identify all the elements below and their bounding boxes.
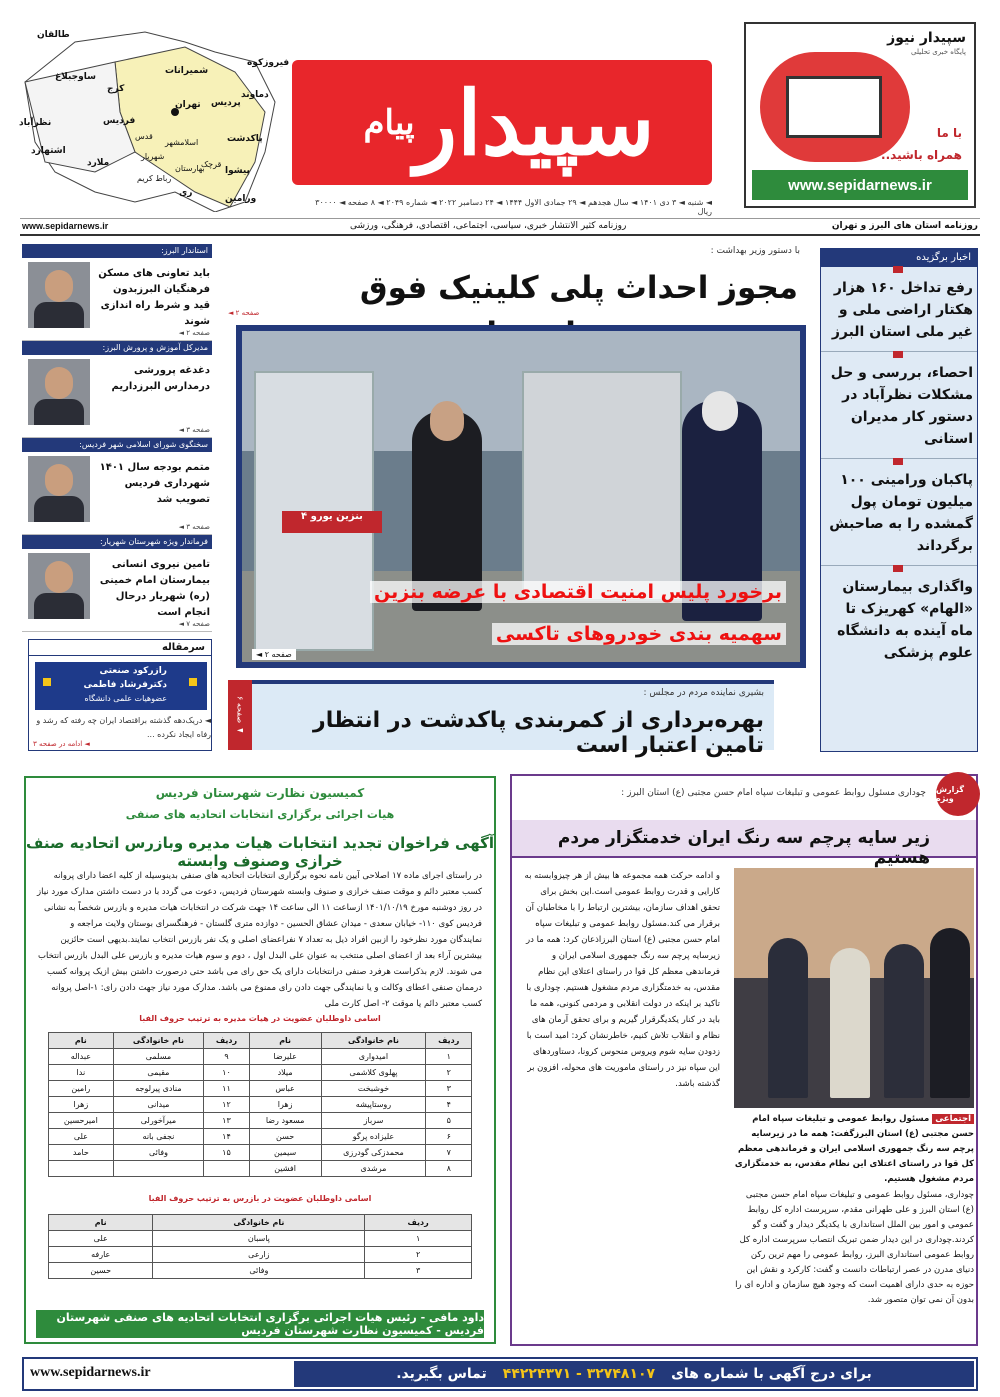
table-cell: زارعی bbox=[153, 1247, 365, 1263]
brief-header: استاندار البرز: bbox=[22, 244, 212, 258]
table-cell: ۹ bbox=[204, 1049, 250, 1065]
table-cell: زهرا bbox=[49, 1097, 114, 1113]
editorial-page: ◄ ادامه در صفحه ۳ bbox=[33, 740, 90, 748]
column-header: نام bbox=[49, 1033, 114, 1049]
brief-header: فرماندار ویژه شهرستان شهریار: bbox=[22, 535, 212, 549]
photo-caption[interactable]: برخورد پلیس امنیت اقتصادی با عرضه بنزین bbox=[370, 581, 786, 603]
tagline: روزنامه استان های البرز و تهران bbox=[831, 221, 978, 231]
editorial-box[interactable] bbox=[28, 639, 212, 751]
table-cell: سیمین bbox=[249, 1145, 321, 1161]
table-cell: پهلوی کلاشمی bbox=[321, 1065, 426, 1081]
footer-phones: ۳۲۷۴۸۱۰۷ - ۴۴۲۲۴۳۷۱ bbox=[502, 1366, 656, 1382]
map-label: رباط کریم bbox=[137, 174, 172, 183]
table-row bbox=[49, 1145, 472, 1161]
table-cell: ۱۰ bbox=[204, 1065, 250, 1081]
ad-contact bbox=[294, 1361, 974, 1387]
table-cell: مسلمی bbox=[113, 1049, 203, 1065]
bullet-icon bbox=[893, 458, 903, 465]
special-report bbox=[510, 774, 978, 1346]
map-label: فردیس bbox=[103, 116, 136, 126]
person-face bbox=[430, 401, 464, 441]
table-title: اسامی داوطلبان عضویت در هیات مدیره به ترتیب حروف الفبا bbox=[139, 1014, 381, 1023]
portrait-photo bbox=[28, 456, 90, 522]
map-label: تهران bbox=[175, 100, 201, 110]
table-cell: امیرحسین bbox=[49, 1113, 114, 1129]
table-row bbox=[49, 1081, 472, 1097]
table-row bbox=[49, 1161, 472, 1177]
table-cell: رامین bbox=[49, 1081, 114, 1097]
notice-heading: کمیسیون نظارت شهرستان فردیس bbox=[155, 786, 365, 800]
table-cell: ۱۴ bbox=[204, 1129, 250, 1145]
dateline: ◄ شنبه ◄ ۳ دی ۱۴۰۱ ◄ سال هجدهم ◄ ۲۹ جمادی الاول ۱۴۴۴ ◄ ۲۴ دسامبر ۲۰۲۲ ◄ شماره ۲۰۴۹ ◄ ۸ صفحه ◄ ۳۰۰۰۰ ریال bbox=[315, 198, 712, 216]
editorial-author-role: عضوهیات علمی دانشگاه bbox=[84, 694, 167, 703]
table-cell: زهرا bbox=[249, 1097, 321, 1113]
photo-page-ref: ◄ صفحه ۲ bbox=[252, 649, 296, 660]
site-url[interactable]: www.sepidarnews.ir bbox=[22, 221, 109, 231]
featured-title[interactable]: واگذاری بیمارستان «الهام» کهریزک تا ماه آینده به دانشگاه علوم پزشکی bbox=[837, 579, 973, 661]
person-face bbox=[702, 391, 738, 431]
table-cell: میرآخورلی bbox=[113, 1113, 203, 1129]
column-header: نام خانوادگی bbox=[113, 1033, 203, 1049]
second-headline[interactable]: بهره‌برداری از کمربندی پاکدشت در انتظار تامین اعتبار است bbox=[313, 708, 764, 758]
table-cell: میدانی bbox=[113, 1097, 203, 1113]
map-label: شمیرانات bbox=[165, 66, 209, 76]
editorial-banner bbox=[35, 662, 207, 710]
report-headline[interactable]: زیر سایه پرچم سه رنگ ایران خدمتگزار مردم هستیم bbox=[512, 820, 976, 858]
logo-text: سپیدار bbox=[414, 70, 655, 175]
editorial-title[interactable]: رازرکود صنعتی bbox=[99, 666, 167, 676]
notice-body: در راستای اجرای ماده ۱۷ اصلاحی آیین نامه نحوه برگزاری انتخابات اتحادیه های صنفی بدینوسیله از کلیه اعضا دارای پروانه کسب معتبر دائم و موقت صنف خرازی و صنوف وابسته شهرستان فردیس، دعوت می گردد با در دست داشتن مدارک مورد نیاز در روز دوشنبه مورخ ۱۴۰۱/۱۰/۱۹ ازساعت ۱۱ الی ساعت ۱۴ جهت شرکت در انتخابات هیات مدیره و بازرس شخصاً به نشانی فردیس کوی ۱۱۰- خیابان سعدی - میدان عشاق الحسین - دوازده متری گلستان - فرهنگسرای بوستان ولایت مراجعه و نمایندگان مورد نظرخود را ازبین افراد ذیل به تعداد ۷ نفراعضای اصلی و یک نفر بازرس انتخاب نمایند.بدیهی است حائزین بیشترین آراء بعد از اعضای اصلی منتخب به عنوان علی البدل اول ، دوم و سوم هیات مدیره و بازرس علی البدل بازرس انتخاب می شوند. لازم بذکراست هرفرد صنفی درانتخابات دارای یک حق رای می باشد حتی درصورت داشتن بیش ازیک پروانه کسب درممان صنفی اعطای وکالت و یا نمایندگی جهت دادن رای ممنوع می باشد. مدارک مورد نیاز جهت دادن رای: ۱-اصل پروانه کسب معتبر دائم یا موقت ۲- اصل کارت ملی bbox=[37, 871, 482, 1009]
map-graphic bbox=[15, 22, 285, 212]
table-cell: پاسبان bbox=[153, 1231, 365, 1247]
table-cell: وفائی bbox=[153, 1263, 365, 1279]
bullet-icon bbox=[893, 565, 903, 572]
ad-line2: همراه باشید.. bbox=[881, 148, 962, 162]
map-label: پیشوا bbox=[225, 166, 250, 176]
table-cell: ۲ bbox=[365, 1247, 472, 1263]
table-cell: حسن bbox=[249, 1129, 321, 1145]
person bbox=[930, 928, 970, 1098]
table-cell: وفائی bbox=[113, 1145, 203, 1161]
table-cell: ۶ bbox=[426, 1129, 472, 1145]
report-column: و ادامه حرکت همه مجموعه ها بیش از هر چیزوابسته به کارایی و قدرت روابط عمومی است.این بخش برای تحقق اهداف سازمان، بیشترین ارتباط را با مخاطبان آن برقرار می کند.مسئول روابط عمومی و تبلیغات سپاه امام حسن مجتبی (ع) استان البرزاذعان کرد: همه ما در زیرسایه پرچم سه رنگ جمهوری اسلامی ایران و فرماندهی معظم کل قوا در راستای اعتلای این نظام مقدس، به خدمتگزاری مردم مشغول هستیم. چوداری با تاکید بر اینکه در دولت انقلابی و مردمی کنونی، همه ما باید در کنار یکدیگرقرار گیریم و برای تحقق آرمان های نظام و انقلاب تلاش کنیم، خاطرنشان کرد: امید است با زدودن سایه شوم ویروس منحوس کرونا، دستاوردهای این سپاه نیز در راستای ماموریت های محوله، افزون بر گذشته باشد. bbox=[524, 871, 720, 1089]
logo-prefix: پیام bbox=[363, 102, 415, 143]
brief-header: مدیرکل آموزش و پرورش البرز: bbox=[22, 341, 212, 355]
table-title: اسامی داوطلبان عضویت در بازرس به ترتیب حروف الفبا bbox=[148, 1194, 372, 1203]
table-cell: علی bbox=[49, 1129, 114, 1145]
bullet-icon bbox=[893, 351, 903, 358]
column-header: ردیف bbox=[204, 1033, 250, 1049]
brief-title[interactable]: تامین نیروی انسانی بیمارستان امام خمینی (ره) شهریار درحال انجام است bbox=[99, 559, 210, 618]
map-label: قرچک bbox=[201, 160, 222, 169]
table-cell: ۵ bbox=[426, 1113, 472, 1129]
notice-footer: داود مافی - رئیس هیات اجرائی برگزاری انتخابات اتحادیه های صنفی شهرستان فردیس - کمیسیون نظارت شهرستان فردیس bbox=[36, 1310, 484, 1338]
laptop-icon bbox=[786, 76, 882, 138]
person bbox=[884, 944, 924, 1098]
table-cell bbox=[204, 1161, 250, 1177]
table-row bbox=[49, 1049, 472, 1065]
table-cell: ۱ bbox=[426, 1049, 472, 1065]
featured-item[interactable] bbox=[821, 566, 977, 672]
quote-icon bbox=[189, 678, 197, 686]
map-label: طالقان bbox=[37, 30, 70, 40]
brief-title[interactable]: متمم بودجه سال ۱۴۰۱ شهرداری فردیس تصویب شد bbox=[99, 462, 210, 505]
caption-text: مسئول روابط عمومی و تبلیغات سپاه امام حسن مجتبی (ع) استان البرزگفت: همه ما در زیرسایه پرچم سه رنگ جمهوری اسلامی ایران و فرماندهی معظم کل قوا در راستای اعتلای این نظام مقدس، به خدمتگزاری مردم مشغول هستیم. bbox=[734, 1114, 974, 1184]
map-label: دماوند bbox=[241, 90, 269, 100]
brief-page: صفحه ۷ ◄ bbox=[178, 620, 210, 628]
portrait-photo bbox=[28, 553, 90, 619]
map-label: اسلامشهر bbox=[165, 138, 199, 147]
ad-subtitle: پایگاه خبری تحلیلی bbox=[911, 48, 966, 56]
table-cell: عبداله bbox=[49, 1049, 114, 1065]
table-row bbox=[49, 1231, 472, 1247]
map-label: بهارستان bbox=[175, 164, 205, 173]
table-cell: مرشدی bbox=[321, 1161, 426, 1177]
featured-item[interactable] bbox=[821, 267, 977, 352]
brief-title[interactable]: باید تعاونی های مسکن فرهنگیان البرزبدون قید و شرط راه اندازی شوند bbox=[98, 268, 210, 327]
table-cell: عباس bbox=[249, 1081, 321, 1097]
table-row bbox=[49, 1247, 472, 1263]
table-cell: علی bbox=[49, 1231, 153, 1247]
table-row bbox=[49, 1065, 472, 1081]
map-label: پاکدشت bbox=[227, 134, 263, 144]
website-ad[interactable] bbox=[744, 22, 976, 208]
column-header: نام خانوادگی bbox=[321, 1033, 426, 1049]
table-cell: ۱۱ bbox=[204, 1081, 250, 1097]
column-header: ردیف bbox=[365, 1215, 472, 1231]
main-headline[interactable]: مجوز احداث پلی کلینیک فوق bbox=[359, 270, 798, 306]
brief-page: صفحه ۲ ◄ bbox=[178, 329, 210, 337]
table-cell: علیرضا bbox=[249, 1049, 321, 1065]
table-header-row bbox=[49, 1033, 472, 1049]
table-cell: امیدواری bbox=[321, 1049, 426, 1065]
table-row bbox=[49, 1097, 472, 1113]
table-cell: ۲ bbox=[426, 1065, 472, 1081]
map-label: ملارد bbox=[87, 158, 110, 168]
footer-text2: تماس بگیرید. bbox=[396, 1366, 487, 1382]
ad-url-link[interactable]: www.sepidarnews.ir bbox=[752, 170, 968, 200]
quote-icon bbox=[43, 678, 51, 686]
table-cell: حامد bbox=[49, 1145, 114, 1161]
column-header: ردیف bbox=[426, 1033, 472, 1049]
map-label: فیروزکوه bbox=[247, 58, 290, 68]
caption-tag: اجتماعی bbox=[932, 1114, 974, 1124]
pump-label: بنزین یورو ۴ bbox=[282, 511, 382, 533]
column-header: نام خانوادگی bbox=[153, 1215, 365, 1231]
report-kicker: چوداری مسئول روابط عمومی و تبلیغات سپاه امام حسن مجتبی (ع) استان البرز : bbox=[621, 788, 926, 798]
ad-title: سپیدار نیوز bbox=[887, 30, 966, 46]
featured-title[interactable]: رفع تداخل ۱۶۰ هزار هکتار اراضی ملی و غیر ملی استان البرز bbox=[831, 280, 973, 340]
table-cell: مسعود رضا bbox=[249, 1113, 321, 1129]
table-cell: مقیمی bbox=[113, 1065, 203, 1081]
province-map bbox=[15, 22, 290, 212]
table-cell: ۱ bbox=[365, 1231, 472, 1247]
person bbox=[768, 938, 808, 1098]
election-notice bbox=[24, 776, 496, 1344]
map-label: ری bbox=[179, 188, 193, 198]
table-cell: میلاد bbox=[249, 1065, 321, 1081]
table-cell: حسین bbox=[49, 1263, 153, 1279]
map-label: کرج bbox=[107, 84, 125, 94]
license-text: روزنامه کثیر الانتشار خبری، سیاسی، اجتماعی، اقتصادی، فرهنگی، ورزشی bbox=[350, 221, 627, 231]
brief-header: سخنگوی شورای اسلامی شهر فردیس: bbox=[22, 438, 212, 452]
table-row bbox=[49, 1113, 472, 1129]
map-label: قدس bbox=[135, 132, 153, 141]
table-row bbox=[49, 1129, 472, 1145]
inspector-candidates-table bbox=[48, 1214, 472, 1279]
table-cell: منادی پیرلوجه bbox=[113, 1081, 203, 1097]
table-header-row bbox=[49, 1215, 472, 1231]
special-report-badge: گزارش ویژه bbox=[936, 772, 980, 816]
main-page-ref: ◄ صفحه ۲ bbox=[228, 309, 260, 317]
featured-item[interactable] bbox=[821, 459, 977, 566]
table-cell: ۳ bbox=[365, 1263, 472, 1279]
table-cell: ۸ bbox=[426, 1161, 472, 1177]
footer-url[interactable]: www.sepidarnews.ir bbox=[30, 1365, 151, 1380]
map-label: ساوجبلاغ bbox=[55, 72, 96, 82]
portrait-photo bbox=[28, 359, 90, 425]
table-cell: ۱۲ bbox=[204, 1097, 250, 1113]
table-cell: خوشبخت bbox=[321, 1081, 426, 1097]
table-cell: ۱۳ bbox=[204, 1113, 250, 1129]
report-photo bbox=[734, 868, 974, 1108]
top-info-bar bbox=[20, 218, 980, 236]
second-kicker: بشیری نماینده مردم در مجلس : bbox=[643, 688, 764, 698]
board-candidates-table bbox=[48, 1032, 472, 1177]
featured-title[interactable]: پاکبان ورامینی ۱۰۰ میلیون تومان پول گمشده را به صاحبش برگرداند bbox=[829, 472, 973, 554]
table-cell: روستاپیشه bbox=[321, 1097, 426, 1113]
table-cell: ۴ bbox=[426, 1097, 472, 1113]
featured-title[interactable]: احصاء، بررسی و حل مشکلات نظرآباد در دستور کار مدیران استانی bbox=[830, 365, 973, 447]
map-label: پردیس bbox=[211, 98, 241, 108]
news-briefs bbox=[22, 244, 212, 632]
table-row bbox=[49, 1263, 472, 1279]
photo-caption[interactable]: سهمیه بندی خودروهای تاکسی bbox=[492, 623, 786, 645]
fuel-pump bbox=[522, 371, 682, 601]
column-header: نام bbox=[249, 1033, 321, 1049]
table-cell: محمدزکی گودرزی bbox=[321, 1145, 426, 1161]
map-label: نظرآباد bbox=[19, 118, 52, 128]
table-cell bbox=[49, 1161, 114, 1177]
main-photo[interactable] bbox=[236, 325, 806, 668]
table-cell: ۳ bbox=[426, 1081, 472, 1097]
report-column: چوداری، مسئول روابط عمومی و تبلیغات سپاه امام حسن مجتبی (ع) استان البرز و علی طهرانی مقدم، سرپرست اداره کل روابط عمومی و امور بین الملل استانداری با یکدیگر دیدار و گفت و گو کردند.چوداری در این دیدار ضمن تبریک انتصاب سرپرست اداره کل روابط عمومی استانداری البرز، روابط عمومی را مهم ترین رکن دنیای مدرن در عصر ارتباطات دانست و گفت: کارکرد و نقش این حوزه به حدی دارای اهمیت است که وجود هیچ سازمان و اداره ای را بدون آن نمی توان متصور شد. bbox=[735, 1190, 974, 1305]
table-cell: عارفه bbox=[49, 1247, 153, 1263]
brief-item[interactable] bbox=[22, 438, 212, 535]
table-cell: نجفی بانه bbox=[113, 1129, 203, 1145]
map-label: اشتهارد bbox=[31, 146, 66, 156]
brief-item[interactable] bbox=[22, 341, 212, 438]
editorial-text: ◄ دریک‌دهه گذشته براقتصاد ایران چه رفته که رشد و رفاه ایجاد نکرده ... bbox=[36, 716, 211, 739]
map-label: شهریار bbox=[141, 152, 165, 161]
table-cell: ۷ bbox=[426, 1145, 472, 1161]
table-cell bbox=[113, 1161, 203, 1177]
person bbox=[830, 948, 870, 1098]
main-kicker: با دستور وزیر بهداشت : bbox=[710, 246, 800, 256]
notice-title: آگهی فراخوان تجدید انتخابات هیات مدیره وبازرس اتحادیه صنف خرازی وصنوف وابسته bbox=[26, 834, 494, 870]
editorial-header: سرمقاله bbox=[29, 640, 211, 656]
bullet-icon bbox=[893, 266, 903, 273]
brief-page: صفحه ۳ ◄ bbox=[178, 523, 210, 531]
column-header: نام bbox=[49, 1215, 153, 1231]
report-photo-caption bbox=[734, 1112, 974, 1187]
brief-item[interactable] bbox=[22, 244, 212, 341]
brief-item[interactable] bbox=[22, 535, 212, 632]
ad-line1: با ما bbox=[936, 126, 962, 140]
map-label: ورامین bbox=[225, 194, 257, 204]
notice-subheading: هیات اجرائی برگزاری انتخابات اتحادیه های صنفی bbox=[125, 808, 395, 821]
editorial-author: دکترفرشاد فاطمی bbox=[83, 680, 167, 690]
table-cell: ۱۵ bbox=[204, 1145, 250, 1161]
footer-bar bbox=[22, 1357, 978, 1391]
brief-title[interactable]: دغدغه پرورشی درمدارس البرزداریم bbox=[111, 365, 210, 392]
masthead-logo bbox=[292, 60, 712, 185]
table-cell: ندا bbox=[49, 1065, 114, 1081]
table-cell: علیزاده پرگو bbox=[321, 1129, 426, 1145]
second-story[interactable] bbox=[252, 680, 774, 758]
table-cell: سرباز bbox=[321, 1113, 426, 1129]
featured-news bbox=[820, 248, 978, 752]
brief-page: صفحه ۳ ◄ bbox=[178, 426, 210, 434]
featured-item[interactable] bbox=[821, 352, 977, 459]
featured-header: اخبار برگزیده bbox=[821, 249, 977, 267]
footer-text1: برای درج آگهی با شماره های bbox=[671, 1366, 872, 1382]
portrait-photo bbox=[28, 262, 90, 328]
page-tag: صفحه ۶ ◄ bbox=[228, 680, 252, 750]
table-cell: افشین bbox=[249, 1161, 321, 1177]
